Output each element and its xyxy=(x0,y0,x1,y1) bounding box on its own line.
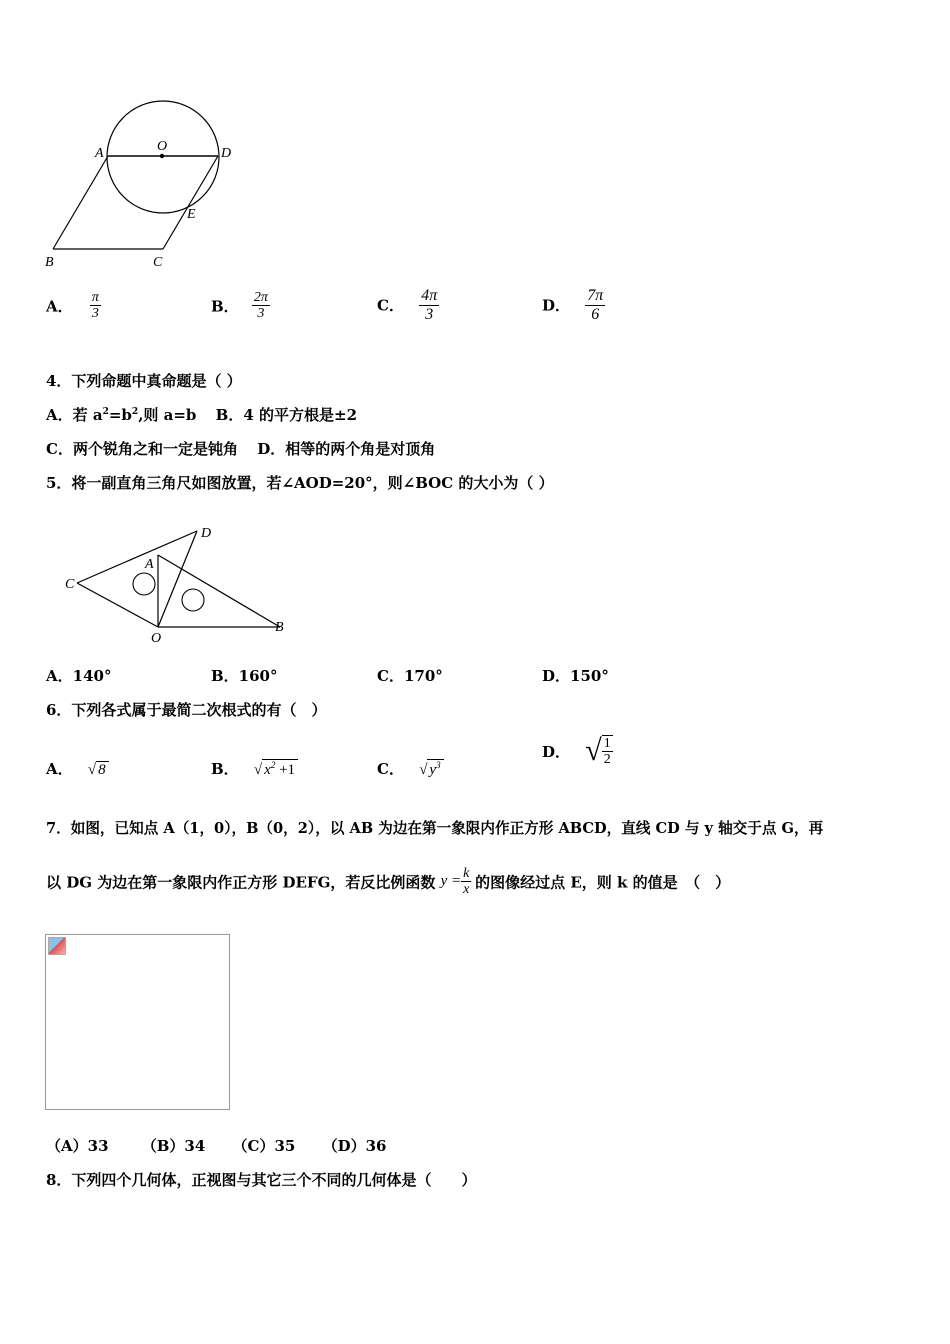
radical-sign: √ xyxy=(585,734,602,767)
q3-option-d-letter: D． xyxy=(542,296,571,315)
q7-line2-post: 的图像经过点 E，则 k 的值是 （ ） xyxy=(475,873,731,892)
q7-function xyxy=(440,866,476,898)
q3-option-d xyxy=(542,287,605,323)
radicand-exponent: 2 xyxy=(270,760,276,770)
q3-option-b xyxy=(211,290,270,322)
q4-option-a xyxy=(46,406,196,424)
q7-line2-pre: 以 DG 为边在第一象限内作正方形 DEFG，若反比例函数 xyxy=(46,873,436,892)
q3-option-c-fraction xyxy=(419,287,439,323)
q6-option-a-radical: √ 8 xyxy=(88,761,109,779)
q6-option-a-letter: A． xyxy=(46,760,73,778)
label-d: D xyxy=(221,146,232,161)
radicand xyxy=(262,759,298,779)
q7-image-placeholder xyxy=(45,934,230,1110)
q6-option-d-letter: D． xyxy=(542,742,571,761)
radicand-tail: +1 xyxy=(275,762,296,778)
q6-option-a xyxy=(46,758,109,779)
fraction-numerator: 1 xyxy=(603,735,611,751)
label-a: A xyxy=(95,146,104,161)
q3-option-b-letter: B． xyxy=(211,297,239,316)
q5-option-b: B．160° xyxy=(211,667,278,685)
q3-option-a-fraction xyxy=(90,290,101,322)
q6-option-c-letter: C． xyxy=(377,760,404,778)
radicand-exponent: 3 xyxy=(436,760,441,770)
q4-options-cd xyxy=(46,438,435,459)
radicand xyxy=(427,759,443,779)
q3-option-b-fraction xyxy=(252,290,270,322)
q3-option-c-letter: C． xyxy=(377,296,404,315)
q6-option-d xyxy=(542,734,613,768)
label-e: E xyxy=(187,207,196,222)
radicand-base: x xyxy=(264,762,271,778)
label-d: D xyxy=(201,526,212,541)
label-b: B xyxy=(275,620,284,635)
q5-stem: 5．将一副直角三角尺如图放置，若∠AOD=20°，则∠BOC 的大小为（ ） xyxy=(46,474,554,492)
fraction-numerator: 4π xyxy=(421,287,438,304)
fraction-denominator: x xyxy=(463,882,470,898)
q6-option-b xyxy=(211,758,298,779)
q6-option-c-radical: √ $y^3$ xyxy=(419,759,443,779)
q5-option-d: D．150° xyxy=(542,667,609,685)
function-lhs: y = xyxy=(440,873,462,890)
broken-image-icon xyxy=(48,937,66,955)
q4-stem: 4．下列命题中真命题是（ ） xyxy=(46,372,242,390)
fraction-numerator: 2π xyxy=(253,290,268,305)
label-o: O xyxy=(157,139,168,154)
segment-ab xyxy=(53,156,108,249)
radicand: 8 xyxy=(96,761,109,779)
label-c: C xyxy=(153,255,163,270)
fraction-numerator: k xyxy=(463,866,470,881)
q7-option-d: （D）36 xyxy=(322,1137,387,1155)
function-fraction xyxy=(461,866,471,898)
q8-stem: 8．下列四个几何体，正视图与其它三个不同的几何体是（ ） xyxy=(46,1171,477,1189)
q4-option-a-pre: A．若 a xyxy=(46,406,103,424)
hole-left xyxy=(133,573,155,595)
q4-option-a-mid: =b xyxy=(108,406,132,424)
q3-option-d-fraction xyxy=(585,287,605,323)
q5-option-a: A．140° xyxy=(46,667,112,685)
label-b: B xyxy=(45,255,54,270)
q6-option-b-radical: √ $x^2 +1$ xyxy=(254,759,298,779)
figure-triangle-rulers xyxy=(60,520,300,650)
q3-option-c xyxy=(377,287,439,323)
q4-superscript-a: 2 xyxy=(102,407,109,417)
q6-option-b-letter: B． xyxy=(211,760,239,778)
hole-right xyxy=(182,589,204,611)
fraction-numerator: 7π xyxy=(587,287,604,304)
fraction-denominator: 3 xyxy=(257,306,265,322)
q6-option-c xyxy=(377,758,444,779)
center-point xyxy=(160,154,164,158)
q5-option-c: C．170° xyxy=(377,667,443,685)
q4-option-c: C．两个锐角之和一定是钝角 xyxy=(46,440,238,458)
radicand-fraction xyxy=(602,735,613,768)
q4-option-a-post: ,则 a=b xyxy=(138,406,197,424)
q7-line1: 7．如图，已知点 A（1，0），B（0，2），以 AB 为边在第一象限内作正方形 ABCD，直线 CD 与 y 轴交于点 G，再 xyxy=(46,820,824,837)
q7-option-a: （A）33 xyxy=(46,1137,109,1155)
q3-option-a-letter: A． xyxy=(46,297,73,316)
q7-line2 xyxy=(46,866,730,898)
q4-options-ab xyxy=(46,404,357,425)
q7-option-b: （B）34 xyxy=(141,1137,206,1155)
label-c: C xyxy=(65,577,75,592)
segment-ab xyxy=(158,555,280,627)
q7-option-c: （C）35 xyxy=(232,1137,296,1155)
q4-option-b: B．4 的平方根是±2 xyxy=(215,406,357,424)
q4-option-d: D．相等的两个角是对顶角 xyxy=(257,440,436,458)
q7-options xyxy=(46,1135,387,1156)
radicand-base: y xyxy=(429,762,437,778)
q3-option-a xyxy=(46,290,101,322)
q4-superscript-b: 2 xyxy=(131,407,139,417)
fraction-denominator: 6 xyxy=(591,305,600,323)
figure-circle-parallelogram xyxy=(40,95,250,275)
segment-co xyxy=(77,583,158,627)
fraction-denominator: 2 xyxy=(603,752,611,767)
fraction-numerator: π xyxy=(91,290,99,305)
fraction-denominator: 3 xyxy=(425,305,434,323)
fraction-denominator: 3 xyxy=(91,306,99,322)
label-a: A xyxy=(145,557,154,572)
q6-stem: 6．下列各式属于最简二次根式的有（ ） xyxy=(46,701,327,719)
label-o: O xyxy=(151,631,162,646)
q6-option-d-radical xyxy=(585,734,612,768)
segment-cd xyxy=(163,156,218,249)
